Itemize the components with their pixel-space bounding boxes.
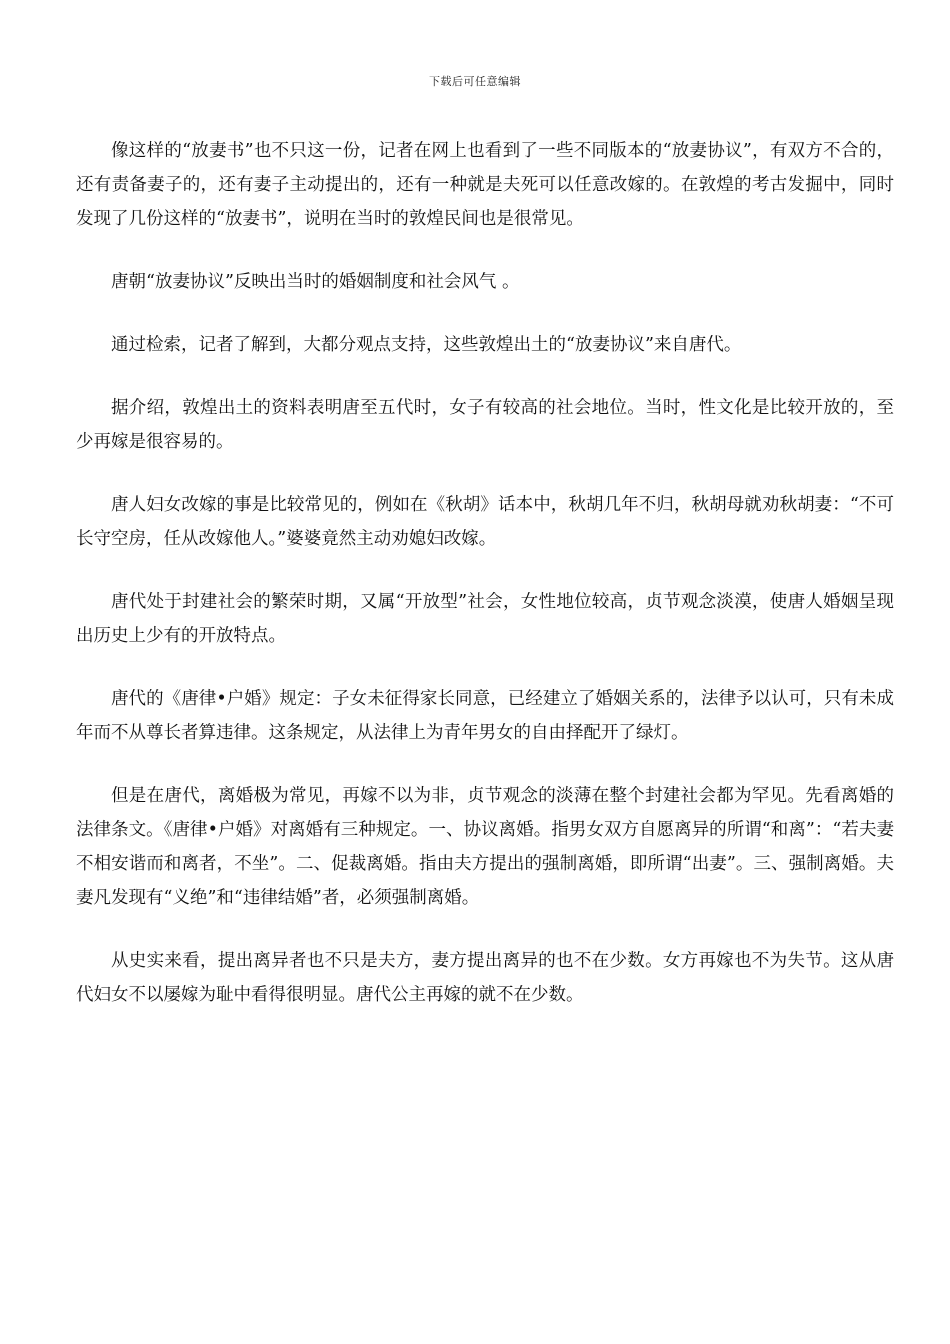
paragraph: 唐人妇女改嫁的事是比较常见的，例如在《秋胡》话本中，秋胡几年不归，秋胡母就劝秋胡妻：“不可长守空房，任从改嫁他人。”婆婆竟然主动劝媳妇改嫁。 (76, 495, 894, 549)
paragraph: 从史实来看，提出离异者也不只是夫方，妻方提出离异的也不在少数。女方再嫁也不为失节。这从唐代妇女不以屡嫁为耻中看得很明显。唐代公主再嫁的就不在少数。 (76, 951, 894, 1005)
paragraph: 但是在唐代，离婚极为常见，再嫁不以为非，贞节观念的淡薄在整个封建社会都为罕见。先看离婚的法律条文。《唐律•户婚》对离婚有三种规定。一、协议离婚。指男女双方自愿离异的所谓“和离”：“若夫妻不相安谐而和离者，不坐”。二、促裁离婚。指由夫方提出的强制离婚，即所谓“出妻”。三、强制离婚。夫妻凡发现有“义绝”和“违律结婚”者，必须强制离婚。 (76, 786, 894, 908)
paragraph: 通过检索，记者了解到，大都分观点支持，这些敦煌出土的“放妻协议”来自唐代。 (111, 335, 742, 355)
header-note: 下载后可任意编辑 (429, 75, 521, 88)
paragraph: 唐朝“放妻协议”反映出当时的婚姻制度和社会风气 。 (111, 272, 520, 292)
paragraph: 唐代处于封建社会的繁荣时期，又属“开放型”社会，女性地位较高，贞节观念淡漠，使唐人婚姻呈现出历史上少有的开放特点。 (76, 592, 894, 646)
paragraph: 据介绍，敦煌出土的资料表明唐至五代时，女子有较高的社会地位。当时，性文化是比较开放的，至少再嫁是很容易的。 (76, 398, 894, 452)
article-body (76, 134, 894, 1041)
paragraph: 像这样的“放妻书”也不只这一份，记者在网上也看到了一些不同版本的“放妻协议”，有双方不合的，还有责备妻子的，还有妻子主动提出的，还有一种就是夫死可以任意改嫁的。在敦煌的考古发掘中，同时发现了几份这样的“放妻书”，说明在当时的敦煌民间也是很常见。 (76, 141, 894, 229)
paragraph: 唐代的《唐律•户婚》规定：子女未征得家长同意，已经建立了婚姻关系的，法律予以认可，只有未成年而不从尊长者算违律。这条规定，从法律上为青年男女的自由择配开了绿灯。 (76, 689, 894, 743)
